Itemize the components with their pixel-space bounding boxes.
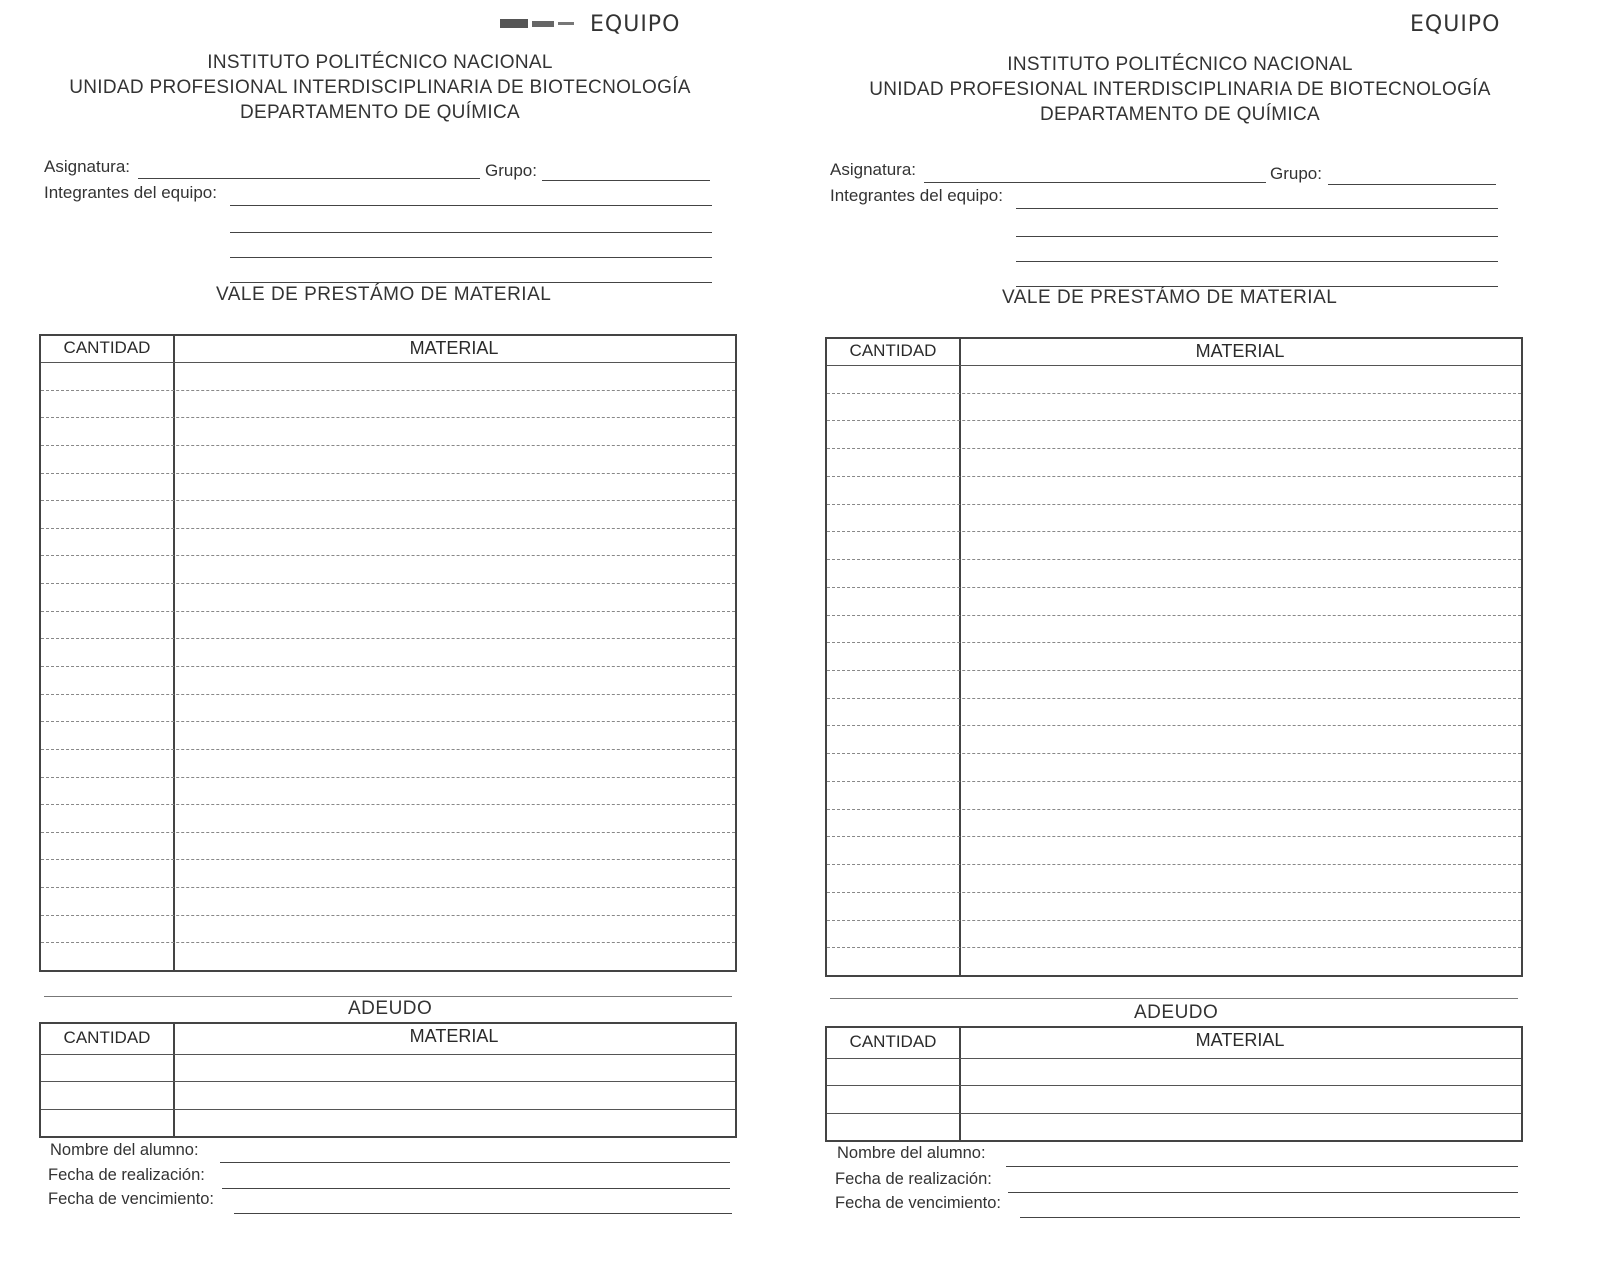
fecha-realizacion-field[interactable] <box>222 1188 730 1189</box>
nombre-alumno-label: Nombre del alumno: <box>50 1141 199 1159</box>
scribble-mark <box>500 18 576 30</box>
column-header-material: MATERIAL <box>1195 341 1285 361</box>
column-divider <box>173 336 175 970</box>
table-row-line <box>41 638 735 639</box>
column-header-cantidad: CANTIDAD <box>63 338 151 357</box>
adeudo-table <box>825 1026 1523 1142</box>
table-row-line <box>827 947 1521 948</box>
vale-title: VALE DE PRESTÁMO DE MATERIAL <box>216 284 552 305</box>
table-row-line <box>41 694 735 695</box>
vale-title: VALE DE PRESTÁMO DE MATERIAL <box>1002 287 1338 308</box>
table-row-line <box>41 390 735 391</box>
fecha-vencimiento-field[interactable] <box>1020 1217 1520 1218</box>
grupo-field[interactable] <box>542 180 710 181</box>
loan-form-left <box>30 0 790 1278</box>
institution-header <box>830 52 1530 127</box>
table-row-line <box>41 942 735 943</box>
table-row-line <box>827 864 1521 865</box>
integrantes-field-3[interactable] <box>1016 261 1498 262</box>
table-row-line <box>827 531 1521 532</box>
column-header-material: MATERIAL <box>409 1026 499 1046</box>
table-row-line <box>827 725 1521 726</box>
fecha-vencimiento-field[interactable] <box>234 1213 732 1214</box>
integrantes-label: Integrantes del equipo: <box>830 186 1003 205</box>
grupo-field[interactable] <box>1328 184 1496 185</box>
integrantes-label: Integrantes del equipo: <box>44 183 217 202</box>
asignatura-label: Asignatura: <box>830 160 916 179</box>
column-header-cantidad: CANTIDAD <box>849 341 937 360</box>
material-table <box>39 334 737 972</box>
table-row-line <box>41 417 735 418</box>
table-row-line <box>41 611 735 612</box>
table-row-line <box>41 804 735 805</box>
table-row-line <box>827 698 1521 699</box>
material-table <box>825 337 1523 977</box>
table-row-line <box>41 473 735 474</box>
grupo-label: Grupo: <box>485 161 537 180</box>
table-row-line <box>827 1085 1521 1086</box>
adeudo-title: ADEUDO <box>1134 1002 1219 1023</box>
table-row-line <box>41 528 735 529</box>
table-row-line <box>827 1113 1521 1114</box>
table-row-line <box>827 753 1521 754</box>
table-row-line <box>41 666 735 667</box>
integrantes-field-3[interactable] <box>230 257 712 258</box>
loan-form-right <box>830 0 1590 1278</box>
nombre-alumno-field[interactable] <box>220 1162 730 1163</box>
integrantes-field-2[interactable] <box>230 232 712 233</box>
separator-line <box>44 996 732 997</box>
department-name: DEPARTAMENTO DE QUÍMICA <box>240 102 520 123</box>
fecha-vencimiento-label: Fecha de vencimiento: <box>835 1194 1002 1212</box>
header-separator <box>41 1054 735 1055</box>
integrantes-field-4[interactable] <box>230 282 712 283</box>
grupo-label: Grupo: <box>1270 164 1322 183</box>
table-row-line <box>827 587 1521 588</box>
column-header-cantidad: CANTIDAD <box>849 1032 937 1051</box>
table-row-line <box>827 504 1521 505</box>
institution-name: INSTITUTO POLITÉCNICO NACIONAL <box>1007 54 1353 75</box>
adeudo-title: ADEUDO <box>348 998 433 1019</box>
equipo-label: EQUIPO <box>590 12 681 37</box>
table-row-line <box>41 859 735 860</box>
department-name: DEPARTAMENTO DE QUÍMICA <box>1040 104 1320 125</box>
column-header-material: MATERIAL <box>1195 1030 1285 1050</box>
asignatura-label: Asignatura: <box>44 157 130 176</box>
table-row-line <box>827 393 1521 394</box>
institution-name: INSTITUTO POLITÉCNICO NACIONAL <box>207 52 553 73</box>
adeudo-table <box>39 1022 737 1138</box>
column-header-cantidad: CANTIDAD <box>63 1028 151 1047</box>
table-row-line <box>41 777 735 778</box>
table-row-line <box>827 920 1521 921</box>
integrantes-field-1[interactable] <box>1016 208 1498 209</box>
table-row-line <box>827 476 1521 477</box>
institution-header <box>30 50 730 125</box>
header-separator <box>827 1058 1521 1059</box>
table-row-line <box>41 555 735 556</box>
table-row-line <box>41 1109 735 1110</box>
header-separator <box>41 362 735 363</box>
table-row-line <box>41 832 735 833</box>
table-row-line <box>41 721 735 722</box>
table-row-line <box>41 583 735 584</box>
column-header-material: MATERIAL <box>409 338 499 358</box>
header-separator <box>827 365 1521 366</box>
table-row-line <box>41 915 735 916</box>
asignatura-field[interactable] <box>924 182 1266 183</box>
table-row-line <box>827 615 1521 616</box>
fecha-realizacion-label: Fecha de realización: <box>48 1166 205 1184</box>
table-row-line <box>41 1081 735 1082</box>
table-row-line <box>827 670 1521 671</box>
nombre-alumno-field[interactable] <box>1006 1166 1518 1167</box>
asignatura-field[interactable] <box>138 178 480 179</box>
table-row-line <box>827 892 1521 893</box>
table-row-line <box>41 749 735 750</box>
table-row-line <box>827 559 1521 560</box>
column-divider <box>959 339 961 975</box>
table-row-line <box>827 836 1521 837</box>
integrantes-field-1[interactable] <box>230 205 712 206</box>
unit-name: UNIDAD PROFESIONAL INTERDISCIPLINARIA DE BIOTECNOLOGÍA <box>869 79 1491 100</box>
table-row-line <box>41 500 735 501</box>
nombre-alumno-label: Nombre del alumno: <box>837 1144 986 1162</box>
integrantes-field-2[interactable] <box>1016 236 1498 237</box>
fecha-vencimiento-label: Fecha de vencimiento: <box>48 1190 215 1208</box>
table-row-line <box>827 809 1521 810</box>
table-row-line <box>827 420 1521 421</box>
table-row-line <box>41 445 735 446</box>
table-row-line <box>41 887 735 888</box>
table-row-line <box>827 448 1521 449</box>
unit-name: UNIDAD PROFESIONAL INTERDISCIPLINARIA DE BIOTECNOLOGÍA <box>69 77 691 98</box>
equipo-label: EQUIPO <box>1410 12 1501 37</box>
fecha-realizacion-label: Fecha de realización: <box>835 1170 992 1188</box>
table-row-line <box>827 642 1521 643</box>
fecha-realizacion-field[interactable] <box>1008 1192 1518 1193</box>
separator-line <box>830 998 1518 999</box>
table-row-line <box>827 781 1521 782</box>
